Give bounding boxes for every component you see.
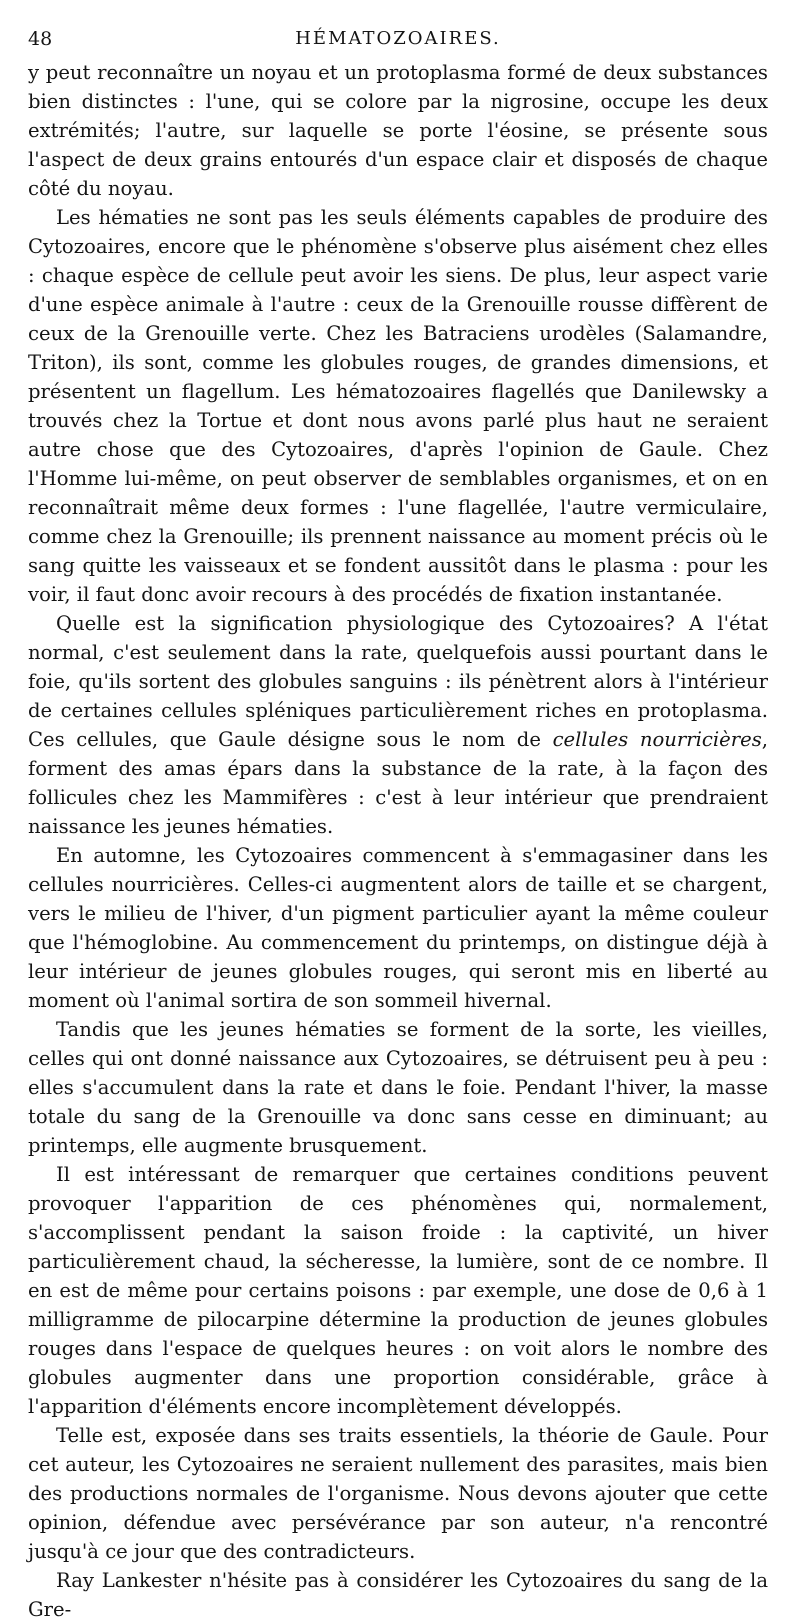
running-head [28, 22, 768, 58]
paragraph-3-text-after: , forment des amas épars dans la substance de la rate, à la façon des follicules chez les Mammifères : c'est à leur intérieur que prendraient naissance les jeunes hématies. [28, 728, 768, 838]
paragraph-3 [28, 609, 768, 841]
paragraph-8: Ray Lankester n'hésite pas à considérer les Cytozoaires du sang de la Gre- [28, 1569, 768, 1621]
paragraph-5: Tandis que les jeunes hématies se forment de la sorte, les vieilles, celles qui ont donné naissance aux Cytozoaires, se détruisent peu à peu : elles s'accumulent dans la rate et dans le foie. Pendant l'hiver, la masse totale du sang de la Grenouille va donc sans cesse en diminuant; au printemps, elle augmente brusquement. [28, 1018, 768, 1157]
paragraph-3-text-before: Quelle est la signification physiologique des Cytozoaires? A l'état normal, c'est seulement dans la rate, quelquefois aussi pourtant dans le foie, qu'ils sortent des globules sanguins : ils pénètrent alors à l'intérieur de certaines cellules spléniques particulièrement riches en protoplasma. Ces cellules, que Gaule désigne sous le nom de [28, 612, 768, 751]
paragraph-1: y peut reconnaître un noyau et un protoplasma formé de deux substances bien distinctes : l'une, qui se colore par la nigrosine, occupe les deux extrémités; l'autre, sur laquelle se porte l'éosine, se présente sous l'aspect de deux grains entourés d'un espace clair et disposés de chaque côté du noyau. [28, 61, 768, 200]
paragraph-4: En automne, les Cytozoaires commencent à s'emmagasiner dans les cellules nourricières. Celles-ci augmentent alors de taille et se chargent, vers le milieu de l'hiver, d'un pigment particulier ayant la même couleur que l'hémoglobine. Au commencement du printemps, on distingue déjà à leur intérieur de jeunes globules rouges, qui seront mis en liberté au moment où l'animal sortira de son sommeil hivernal. [28, 844, 768, 1012]
paragraph-6: Il est intéressant de remarquer que certaines conditions peuvent provoquer l'apparition de ces phénomènes qui, normalement, s'accomplissent pendant la saison froide : la captivité, un hiver particulièrement chaud, la sécheresse, la lumière, sont de ce nombre. Il en est de même pour certains poisons : par exemple, une dose de 0,6 à 1 milligramme de pilocarpine détermine la production de jeunes globules rouges dans l'espace de quelques heures : on voit alors le nombre des globules augmenter dans une proportion considérable, grâce à l'apparition d'éléments encore incomplètement développés. [28, 1163, 768, 1418]
running-title: HÉMATOZOAIRES. [295, 28, 501, 49]
paragraph-7: Telle est, exposée dans ses traits essentiels, la théorie de Gaule. Pour cet auteur, les Cytozoaires ne seraient nullement des parasites, mais bien des productions normales de l'organisme. Nous devons ajouter que cette opinion, défendue avec persévérance par son auteur, n'a rencontré jusqu'à ce jour que des contradicteurs. [28, 1424, 768, 1563]
book-page [28, 22, 768, 1621]
body-text [28, 58, 768, 1624]
page-number: 48 [28, 28, 53, 50]
paragraph-2: Les hématies ne sont pas les seuls éléments capables de produire des Cytozoaires, encore que le phénomène s'observe plus aisément chez elles : chaque espèce de cellule peut avoir les siens. De plus, leur aspect varie d'une espèce animale à l'autre : ceux de la Grenouille rousse diffèrent de ceux de la Grenouille verte. Chez les Batraciens urodèles (Salamandre, Triton), ils sont, comme les globules rouges, de grandes dimensions, et présentent un flagellum. Les hématozoaires flagellés que Danilewsky a trouvés chez la Tortue et dont nous avons parlé plus haut ne seraient autre chose que des Cytozoaires, d'après l'opinion de Gaule. Chez l'Homme lui-même, on peut observer de semblables organismes, et on en reconnaîtrait même deux formes : l'une flagellée, l'autre vermiculaire, comme chez la Grenouille; ils prennent naissance au moment précis où le sang quitte les vaisseaux et se fondent aussitôt dans le plasma : pour les voir, il faut donc avoir recours à des procédés de fixation instantanée. [28, 206, 768, 606]
emphasis-cellules-nourricieres: cellules nourricières [552, 728, 762, 751]
